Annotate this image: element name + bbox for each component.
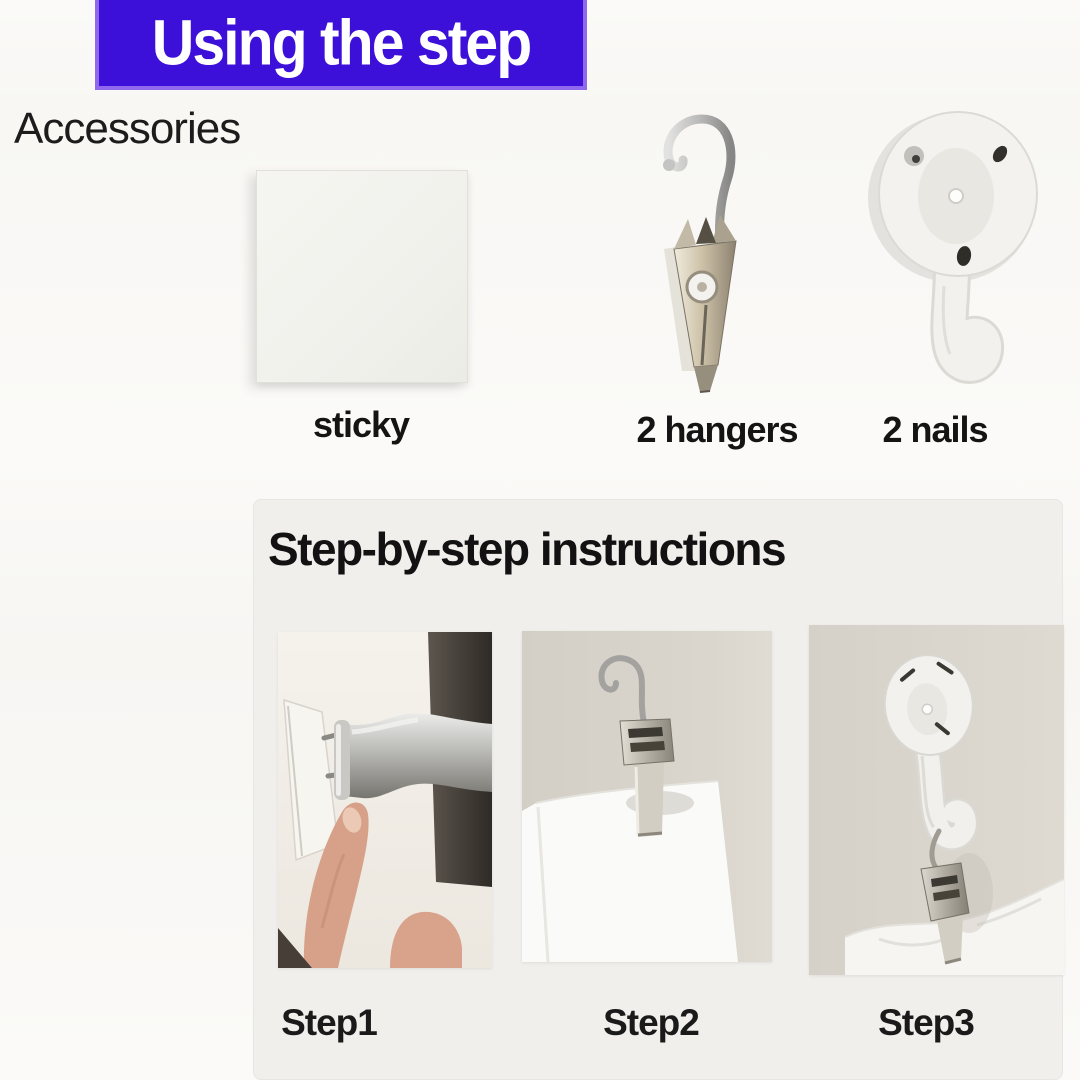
hanger-clip-icon [638,103,773,398]
sticky-label: sticky [312,404,410,445]
accessories-section-title: Accessories [14,104,241,153]
step1-photo [278,632,492,968]
header-banner [95,0,587,90]
sticky-pad-icon [256,170,468,383]
nail-hook-icon [866,104,1046,394]
header-title: Using the step [151,7,531,79]
step2-photo [522,631,772,962]
step3-photo [809,625,1064,975]
step1-label: Step1 [281,1002,377,1043]
step3-label: Step3 [878,1002,974,1043]
nails-label: 2 nails [882,409,988,450]
instructions-title: Step-by-step instructions [268,523,786,575]
instructions-panel [253,499,1063,1080]
step2-label: Step2 [603,1002,699,1043]
hangers-label: 2 hangers [636,409,798,450]
